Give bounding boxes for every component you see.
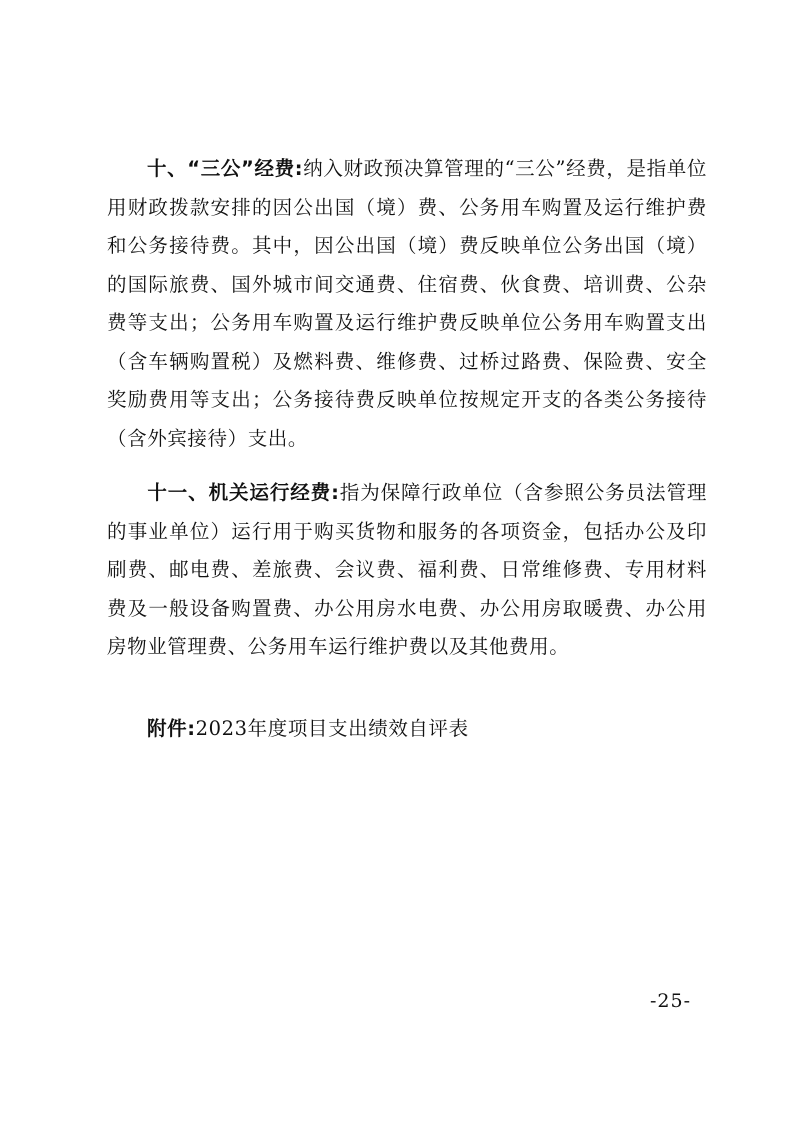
section-11-paragraph <box>107 474 707 667</box>
section-10-heading: 十、“三公”经费: <box>147 157 304 180</box>
section-10-paragraph <box>107 150 707 458</box>
section-10-body: 纳入财政预决算管理的“三公”经费，是指单位用财政拨款安排的因公出国（境）费、公务用车购置及运行维护费和公务接待费。其中，因公出国（境）费反映单位公务出国（境）的国际旅费、国外城市间交通费、住宿费、伙食费、培训费、公杂费等支出；公务用车购置及运行维护费反映单位公务用车购置支出（含车辆购置税）及燃料费、维修费、过桥过路费、保险费、安全奖励费用等支出；公务接待费反映单位按规定开支的各类公务接待（含外宾接待）支出。 <box>107 157 707 450</box>
attachment-line <box>147 712 469 746</box>
attachment-text: 2023年度项目支出绩效自评表 <box>195 717 469 740</box>
attachment-label: 附件: <box>147 717 196 740</box>
section-11-heading: 十一、机关运行经费: <box>147 481 340 504</box>
page-number: -25- <box>649 990 691 1012</box>
section-11-body: 指为保障行政单位（含参照公务员法管理的事业单位）运行用于购买货物和服务的各项资金，包括办公及印刷费、邮电费、差旅费、会议费、福利费、日常维修费、专用材料费及一般设备购置费、办公用房水电费、办公用房取暖费、办公用房物业管理费、公务用车运行维护费以及其他费用。 <box>107 481 707 658</box>
